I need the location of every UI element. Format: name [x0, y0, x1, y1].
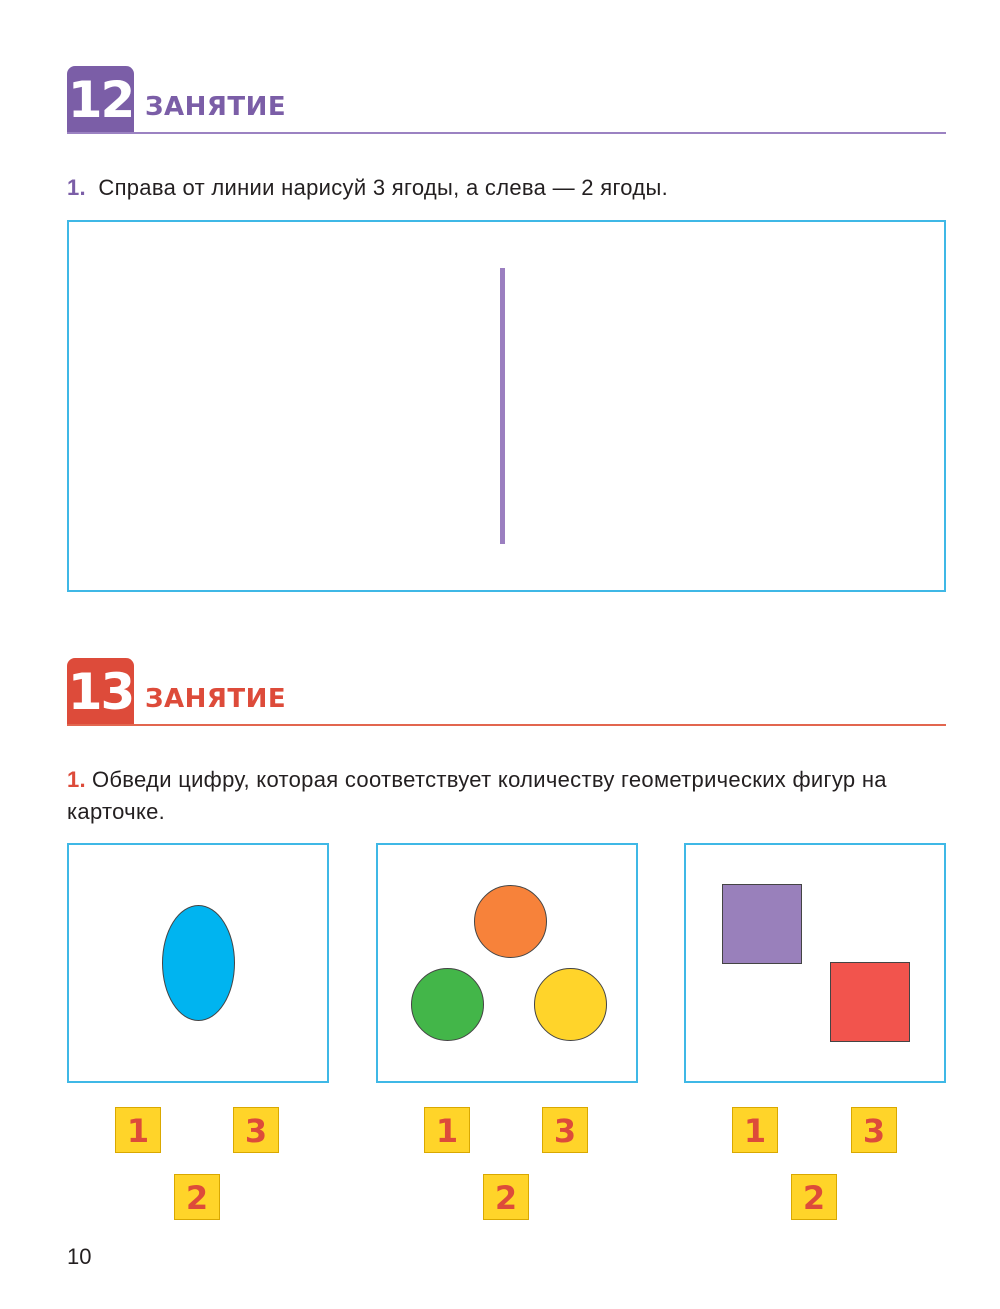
lesson-12-task	[67, 172, 957, 204]
green-circle-shape	[411, 968, 484, 1041]
lesson-13-header	[67, 658, 946, 726]
lesson-12-header	[67, 66, 946, 134]
lesson-13-number: 13	[67, 658, 134, 726]
berry-drawing-area[interactable]	[67, 220, 946, 592]
lesson-13-task-number: 1.	[67, 767, 86, 792]
card-1-option-1[interactable]: 1	[115, 1107, 161, 1153]
lesson-13-title: ЗАНЯТИЕ	[145, 684, 287, 714]
orange-circle-shape	[474, 885, 547, 958]
page-number: 10	[67, 1244, 92, 1269]
yellow-circle-shape	[534, 968, 607, 1041]
card-3-option-1[interactable]: 1	[732, 1107, 778, 1153]
shape-card-1	[67, 843, 329, 1083]
vertical-divider-line	[500, 268, 505, 544]
lesson-13-task-text: Обведи цифру, которая соответствует количеству геометрических фигур на карточке.	[67, 767, 887, 824]
lesson-13-underline	[67, 724, 946, 726]
lesson-12-task-number: 1.	[67, 175, 86, 200]
lesson-13-task	[67, 764, 957, 828]
blue-oval-shape	[162, 905, 235, 1021]
card-1-option-2[interactable]: 2	[174, 1174, 220, 1220]
card-2-option-1[interactable]: 1	[424, 1107, 470, 1153]
shape-card-3	[684, 843, 946, 1083]
lesson-12-number: 12	[67, 66, 134, 134]
card-3-option-2[interactable]: 2	[791, 1174, 837, 1220]
card-2-option-2[interactable]: 2	[483, 1174, 529, 1220]
lesson-12-underline	[67, 132, 946, 134]
shape-card-2	[376, 843, 638, 1083]
red-square-shape	[830, 962, 910, 1042]
lesson-12-task-text: Справа от линии нарисуй 3 ягоды, а слева — 2 ягоды.	[98, 175, 669, 200]
card-2-option-3[interactable]: 3	[542, 1107, 588, 1153]
lesson-12-title: ЗАНЯТИЕ	[145, 92, 287, 122]
card-1-option-3[interactable]: 3	[233, 1107, 279, 1153]
card-3-option-3[interactable]: 3	[851, 1107, 897, 1153]
purple-square-shape	[722, 884, 802, 964]
